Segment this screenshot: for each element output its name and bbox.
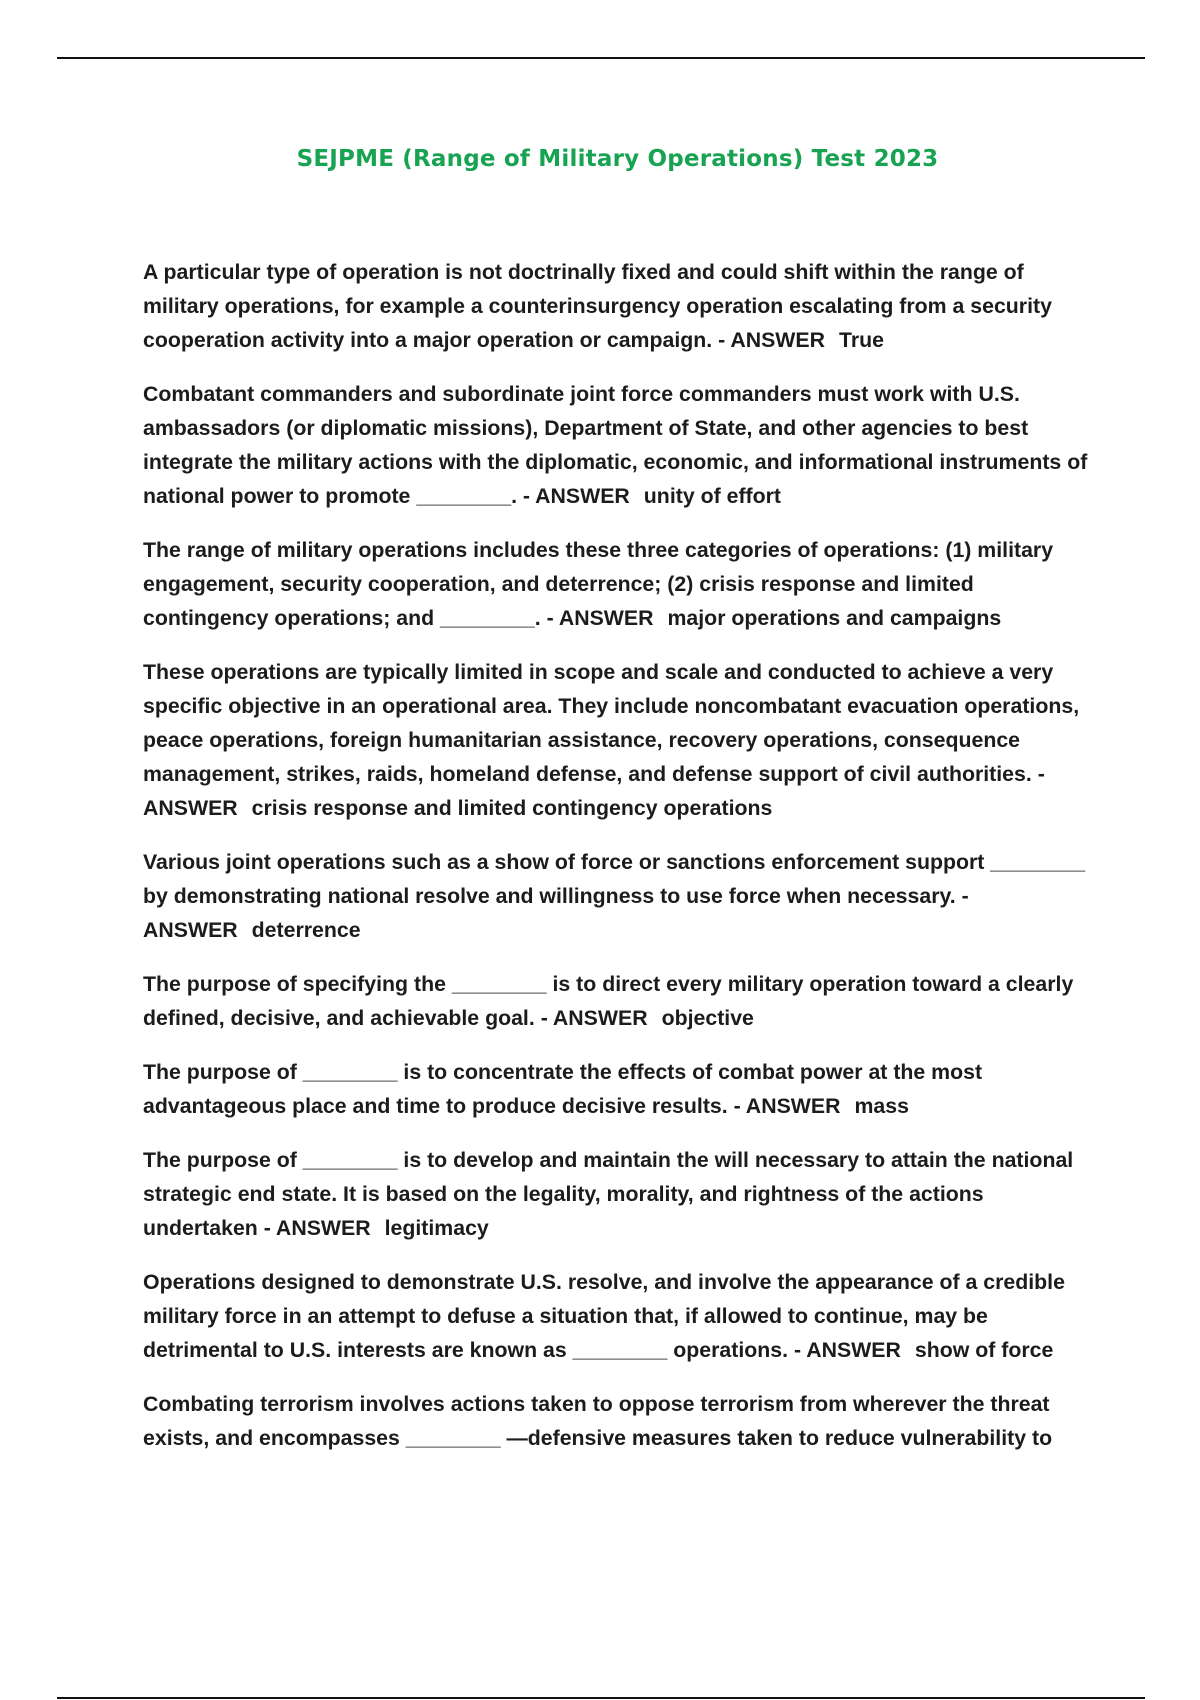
answer-text: objective [661, 1006, 754, 1030]
qa-item [143, 845, 1103, 947]
qa-item [143, 1143, 1103, 1245]
qa-item [143, 533, 1103, 635]
answer-marker: - ANSWER [263, 1216, 371, 1240]
answer-text: True [839, 328, 884, 352]
qa-item [143, 967, 1103, 1035]
qa-item [143, 255, 1103, 357]
answer-text: legitimacy [384, 1216, 489, 1240]
question-text: The purpose of specifying the ________ is to direct every military operation toward a clearly defined, decisive, and achievable goal. [143, 972, 1074, 1030]
question-text: Various joint operations such as a show of force or sanctions enforcement support ________ by demonstrating national resolve and willingness to use force when necessary. [143, 850, 1086, 908]
question-text: The purpose of ________ is to develop and maintain the will necessary to attain the national strategic end state. It is based on the legality, morality, and rightness of the actions undertaken [143, 1148, 1074, 1240]
question-text: A particular type of operation is not doctrinally fixed and could shift within the range of military operations, for example a counterinsurgency operation escalating from a security cooperation activity into a major operation or campaign. [143, 260, 1052, 352]
answer-marker: - ANSWER [540, 1006, 648, 1030]
answer-marker: - ANSWER [718, 328, 825, 352]
answer-marker: - ANSWER [522, 484, 630, 508]
answer-marker: - ANSWER [733, 1094, 841, 1118]
question-text: Combatant commanders and subordinate joint force commanders must work with U.S. ambassadors (or diplomatic missions), Department of State, and other agencies to best integrate the military actions with the diplomatic, economic, and informational instruments of national power to promote ________. [143, 382, 1088, 508]
answer-marker: - ANSWER [546, 606, 654, 630]
qa-item [143, 655, 1103, 825]
footer-rule [57, 1697, 1145, 1699]
qa-list [143, 255, 1103, 1475]
question-text: The range of military operations includes these three categories of operations: (1) military engagement, security cooperation, and deterrence; (2) crisis response and limited contingency operations; and ________. [143, 538, 1054, 630]
answer-text: mass [854, 1094, 909, 1118]
answer-marker: - ANSWER [794, 1338, 901, 1362]
answer-marker: - ANSWER [143, 762, 1045, 820]
document-title: SEJPME (Range of Military Operations) Test 2023 [296, 146, 939, 172]
qa-item-partial [143, 1387, 1103, 1455]
qa-item [143, 1055, 1103, 1123]
answer-text: deterrence [251, 918, 361, 942]
question-text: Operations designed to demonstrate U.S. resolve, and involve the appearance of a credible military force in an attempt to defuse a situation that, if allowed to continue, may be detrimental to U.S. interests are known as ________ operations. [143, 1270, 1065, 1362]
answer-text: major operations and campaigns [667, 606, 1002, 630]
question-text: Combating terrorism involves actions taken to oppose terrorism from wherever the threat exists, and encompasses ________ —defensive measures taken to reduce vulnerability to [143, 1392, 1053, 1450]
header-rule [57, 57, 1145, 59]
answer-text: unity of effort [643, 484, 782, 508]
qa-item [143, 377, 1103, 513]
answer-text: crisis response and limited contingency operations [251, 796, 773, 820]
question-text: The purpose of ________ is to concentrate the effects of combat power at the most advantageous place and time to produce decisive results. [143, 1060, 983, 1118]
answer-marker: - ANSWER [143, 884, 969, 942]
question-text: These operations are typically limited in scope and scale and conducted to achieve a very specific objective in an operational area. They include noncombatant evacuation operations, peace operations, foreign humanitarian assistance, recovery operations, consequence management, strikes, raids, homeland defense, and defense support of civil authorities. [143, 660, 1080, 786]
qa-item [143, 1265, 1103, 1367]
answer-text: show of force [914, 1338, 1054, 1362]
